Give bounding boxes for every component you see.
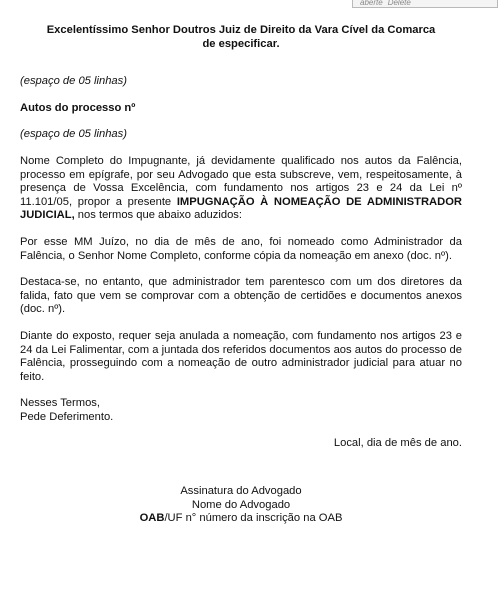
- signature-line-1: Assinatura do Advogado: [180, 485, 302, 498]
- heading-line-1: Excelentíssimo Senhor Doutros Juiz de Direito da Vara Cível da Comarca: [46, 24, 436, 36]
- signature-block: [20, 485, 462, 526]
- intro-text-start: Nome Completo do Impugnante, já devidamente qualificado nos autos da Falência, processo em epígrafe, por seu Advogado que esta subscreve, vem, respeitosamente, à presença de Vossa Excelência, com fundamento nos artigos 23 e 24 da Lei nº 11.101/05, propor a presente: [20, 154, 462, 208]
- signature-line-2: Nome do Advogado: [191, 498, 291, 511]
- kinship-paragraph: Destaca-se, no entanto, que administrador tem parentesco com um dos diretores da falida, fato que vem se comprovar com a obtenção de certidões e documentos anexos (doc. nº).: [20, 276, 462, 316]
- open-link[interactable]: aberte: [360, 0, 383, 7]
- heading-line-2: de especificar.: [202, 37, 280, 50]
- appointment-paragraph: Por esse MM Juízo, no dia de mês de ano, foi nomeado como Administrador da Falência, o Senhor Nome Completo, conforme cópia da nomeação em anexo (doc. nº).: [20, 235, 462, 262]
- spacing-note-1: (espaço de 05 linhas): [20, 75, 127, 88]
- intro-paragraph: [20, 155, 462, 223]
- closing-line-1: Nesses Termos,: [20, 397, 100, 410]
- case-number-label: Autos do processo nº: [20, 101, 136, 114]
- spacing-note-2: (espaço de 05 linhas): [20, 128, 127, 141]
- impugnation-title: IMPUGNAÇÃO À NOMEAÇÃO DE ADMINISTRADOR JUDICIAL,: [20, 195, 462, 222]
- intro-text-end: nos termos que abaixo aduzidos:: [74, 209, 242, 222]
- document-heading: [20, 24, 462, 51]
- request-paragraph: Diante do exposto, requer seja anulada a nomeação, com fundamento nos artigos 23 e 24 da Lei Falimentar, com a juntada dos referidos documentos aos autos do processo de Falência, prosseguindo com a nomeação de outro administrador judicial para atuar no feito.: [20, 329, 462, 383]
- oab-line: [20, 512, 462, 526]
- delete-link[interactable]: Delete: [387, 0, 411, 7]
- closing-line-2: Pede Deferimento.: [20, 410, 114, 423]
- date-line: Local, dia de mês de ano.: [333, 437, 462, 450]
- toolbar-fragment: [352, 0, 498, 8]
- closing-block: [20, 397, 462, 424]
- oab-number-text: /UF n° número da inscrição na OAB: [164, 512, 343, 525]
- petition-document: [20, 24, 462, 526]
- oab-label: OAB: [139, 512, 165, 525]
